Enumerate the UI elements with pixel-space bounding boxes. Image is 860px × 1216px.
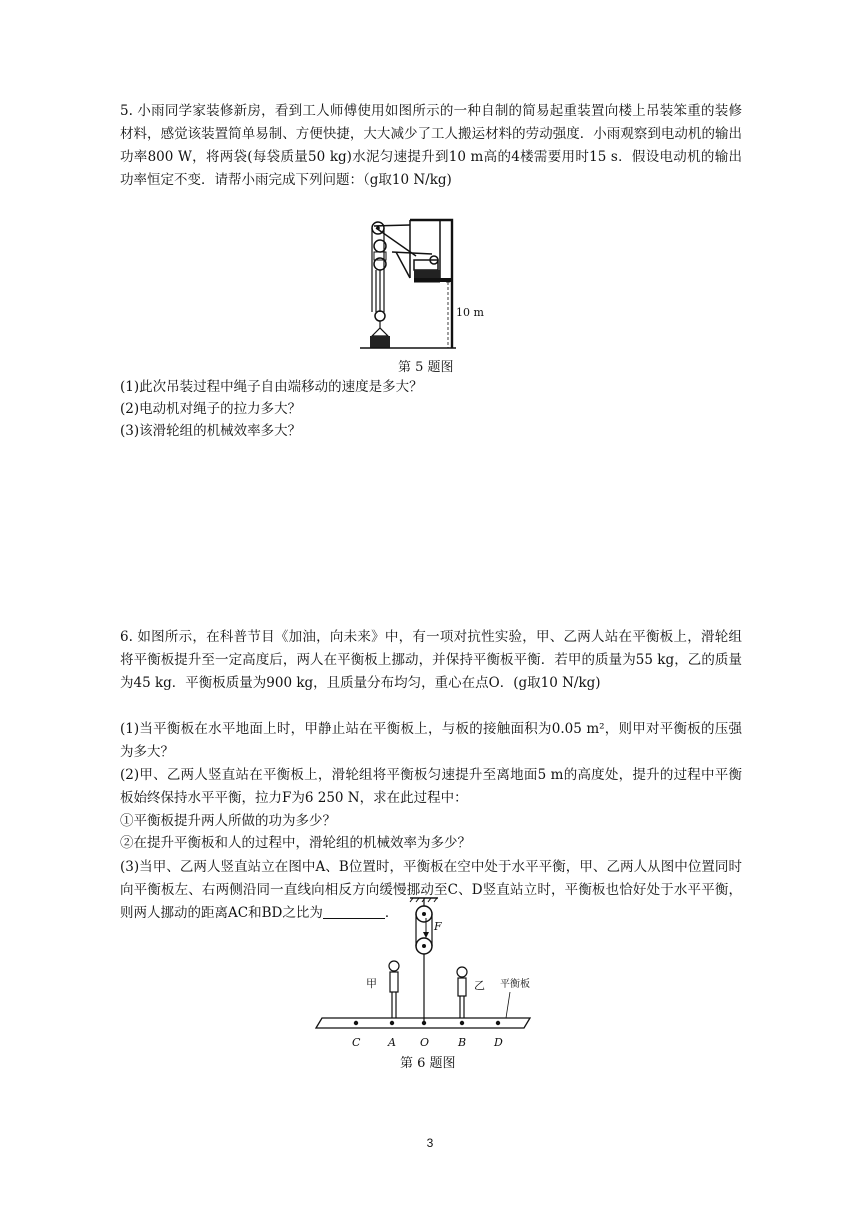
q5-question-2: (2)电动机对绳子的拉力多大？ xyxy=(120,401,302,417)
q6-part-1: (1)当平衡板在水平地面上时，甲静止站在平衡板上，与板的接触面积为0.05 m²，则甲对平衡板的压强为多大？ xyxy=(120,721,742,760)
q5-stem: 5. 小雨同学家装修新房，看到工人师傅使用如图所示的一种自制的简易起重装置向楼上吊装笨重的装修材料，感觉该装置简单易制、方便快捷，大大减少了工人搬运材料的劳动强度．小雨观察到电动机的输出功率800 W，将两袋(每袋质量50 kg)水泥匀速提升到10 m高的4楼需要用时15 s．假设电动机的输出功率恒定不变．请帮小雨完成下列问题：（g取10 N/kg) xyxy=(120,103,742,188)
person-b-label: 乙 xyxy=(474,979,485,992)
figure-5-caption: 第 5 题图 xyxy=(398,360,454,375)
point-c-label: C xyxy=(352,1036,361,1049)
q6-part-3-text: (3)当甲、乙两人竖直站立在图中A、B位置时，平衡板在空中处于水平平衡，甲、乙两人从图中位置同时向平衡板左、右两侧沿同一直线向相反方向缓慢挪动至C、D竖直站立时，平衡板也恰好处于水平平衡，则两人挪动的距离AC和BD之比为 xyxy=(120,859,742,921)
q5-crane-figure xyxy=(352,212,502,350)
point-b-label: B xyxy=(458,1036,467,1049)
q6-balance-board-figure xyxy=(310,896,550,1052)
q5-question-3: (3)该滑轮组的机械效率多大？ xyxy=(120,423,302,439)
point-d-label: D xyxy=(494,1036,503,1049)
q6-part-3-end: ． xyxy=(384,905,399,921)
q6-sub-question-2: ②在提升平衡板和人的过程中，滑轮组的机械效率为多少？ xyxy=(120,835,471,851)
force-label: F xyxy=(434,920,442,933)
page-number: 3 xyxy=(426,1136,434,1150)
q6-stem: 6. 如图所示，在科普节目《加油，向未来》中，有一项对抗性实验，甲、乙两人站在平衡板上，滑轮组将平衡板提升至一定高度后，两人在平衡板上挪动，并保持平衡板平衡．若甲的质量为55 kg，乙的质量为45 kg．平衡板质量为900 kg，且质量分布均匀，重心在点O．(g取10 N/kg) xyxy=(120,629,742,691)
point-o-label: O xyxy=(420,1036,430,1049)
point-a-label: A xyxy=(388,1036,396,1049)
board-label: 平衡板 xyxy=(500,979,530,990)
height-label: 10 m xyxy=(456,306,484,319)
figure-6-caption: 第 6 题图 xyxy=(400,1056,456,1071)
q6-sub-question-1: ①平衡板提升两人所做的功为多少？ xyxy=(120,813,336,829)
q5-question-1: (1)此次吊装过程中绳子自由端移动的速度是多大？ xyxy=(120,379,423,395)
person-a-label: 甲 xyxy=(366,977,377,990)
q6-part-2: (2)甲、乙两人竖直站在平衡板上，滑轮组将平衡板匀速提升至离地面5 m的高度处，提升的过程中平衡板始终保持水平平衡，拉力F为6 250 N，求在此过程中： xyxy=(120,767,742,806)
